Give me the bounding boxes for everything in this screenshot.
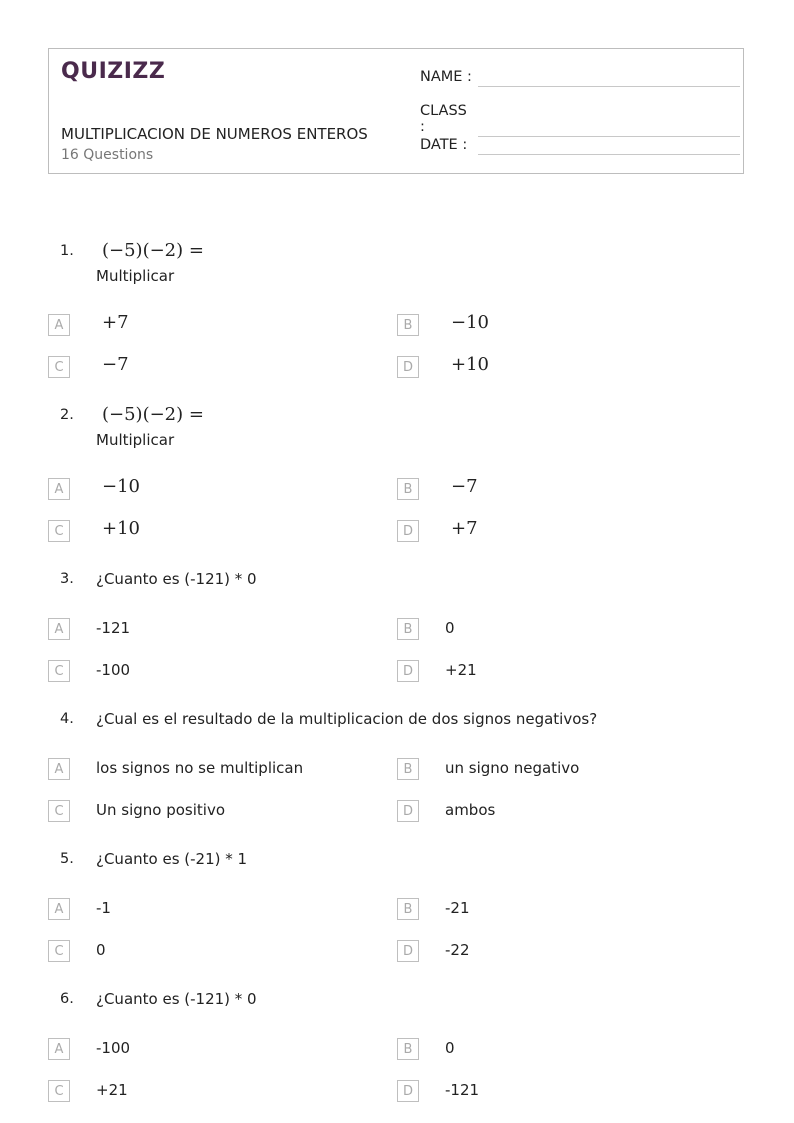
- question-number: 6.: [60, 991, 74, 1007]
- class-label: CLASS :: [420, 103, 467, 135]
- question-number: 5.: [60, 851, 74, 867]
- name-line: [478, 86, 740, 87]
- option-text: +21: [96, 1081, 128, 1099]
- option-letter: A: [48, 898, 70, 920]
- option-letter: A: [48, 314, 70, 336]
- question-number: 1.: [60, 243, 74, 259]
- option-text: -21: [445, 899, 470, 917]
- question-count: 16 Questions: [61, 147, 154, 163]
- option-letter: D: [397, 660, 419, 682]
- question-subtext: Multiplicar: [96, 267, 175, 285]
- option-letter: D: [397, 356, 419, 378]
- option-text: 0: [96, 941, 106, 959]
- option-text: +7: [451, 518, 478, 539]
- option-letter: A: [48, 618, 70, 640]
- option-letter: B: [397, 618, 419, 640]
- date-label: DATE :: [420, 137, 468, 153]
- option-letter: A: [48, 478, 70, 500]
- option-letter: B: [397, 1038, 419, 1060]
- option-letter: D: [397, 520, 419, 542]
- option-letter: A: [48, 758, 70, 780]
- option-letter: B: [397, 314, 419, 336]
- name-label: NAME :: [420, 69, 472, 85]
- option-letter: A: [48, 1038, 70, 1060]
- date-field[interactable]: [420, 137, 740, 153]
- question-subtext: Multiplicar: [96, 431, 175, 449]
- question-number: 4.: [60, 711, 74, 727]
- option-letter: D: [397, 1080, 419, 1102]
- question-text: ¿Cuanto es (-121) * 0: [96, 990, 257, 1008]
- option-text: -121: [445, 1081, 480, 1099]
- option-letter: C: [48, 800, 70, 822]
- option-text: -100: [96, 1039, 131, 1057]
- question-text: ¿Cuanto es (-121) * 0: [96, 570, 257, 588]
- option-text: 0: [445, 619, 455, 637]
- option-text: +7: [102, 312, 129, 333]
- option-text: -100: [96, 661, 131, 679]
- option-letter: C: [48, 660, 70, 682]
- name-field[interactable]: [420, 69, 740, 85]
- option-text: los signos no se multiplican: [96, 759, 304, 777]
- option-text: −7: [451, 476, 478, 497]
- option-letter: B: [397, 758, 419, 780]
- option-letter: C: [48, 940, 70, 962]
- class-field[interactable]: [420, 103, 740, 135]
- option-text: 0: [445, 1039, 455, 1057]
- question-text: ¿Cual es el resultado de la multiplicacion de dos signos negativos?: [96, 710, 598, 728]
- question-math: (−5)(−2) =: [102, 404, 204, 425]
- quizizz-logo: QUIZIZZ: [61, 59, 166, 84]
- option-text: -22: [445, 941, 470, 959]
- option-text: −7: [102, 354, 129, 375]
- option-text: +10: [102, 518, 140, 539]
- worksheet-header: [48, 48, 744, 174]
- option-text: Un signo positivo: [96, 801, 225, 819]
- option-text: −10: [451, 312, 489, 333]
- option-letter: D: [397, 940, 419, 962]
- option-letter: B: [397, 898, 419, 920]
- option-text: +21: [445, 661, 477, 679]
- date-line: [478, 154, 740, 155]
- question-number: 3.: [60, 571, 74, 587]
- option-text: un signo negativo: [445, 759, 580, 777]
- option-text: −10: [102, 476, 140, 497]
- option-text: +10: [451, 354, 489, 375]
- option-letter: C: [48, 520, 70, 542]
- option-letter: D: [397, 800, 419, 822]
- question-math: (−5)(−2) =: [102, 240, 204, 261]
- worksheet-title: MULTIPLICACION DE NUMEROS ENTEROS: [61, 125, 368, 143]
- option-text: -1: [96, 899, 111, 917]
- option-text: ambos: [445, 801, 496, 819]
- question-text: ¿Cuanto es (-21) * 1: [96, 850, 248, 868]
- option-text: -121: [96, 619, 131, 637]
- option-letter: C: [48, 356, 70, 378]
- question-number: 2.: [60, 407, 74, 423]
- option-letter: C: [48, 1080, 70, 1102]
- option-letter: B: [397, 478, 419, 500]
